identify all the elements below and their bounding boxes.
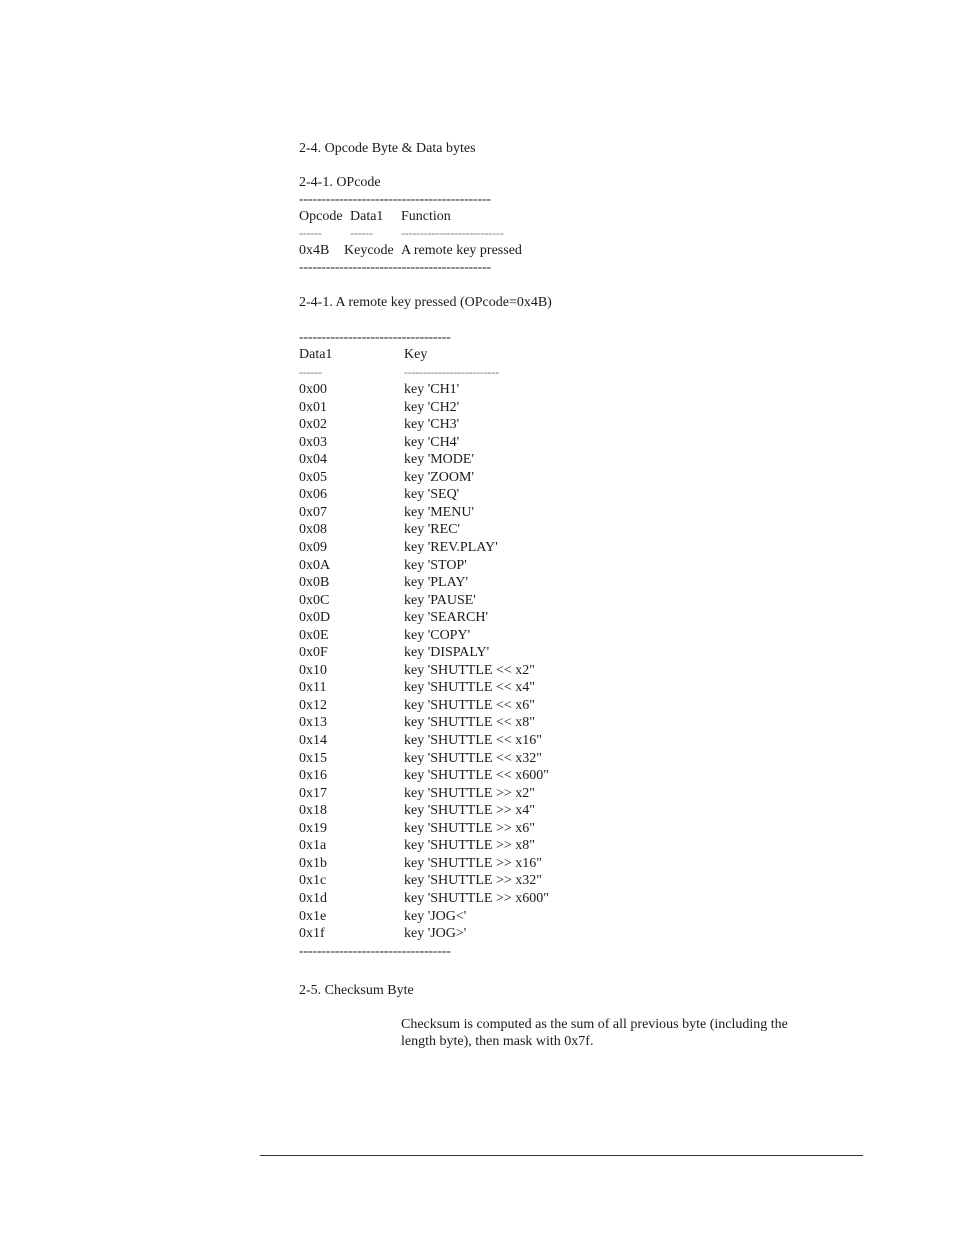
key-table-heading: 2-4-1. A remote key pressed (OPcode=0x4B) [299, 295, 552, 310]
opcode-table-heading: 2-4-1. OPcode [299, 175, 381, 190]
key-row-code: 0x1f [299, 926, 325, 942]
key-row-code: 0x13 [299, 715, 327, 731]
key-row-code: 0x15 [299, 750, 327, 766]
key-row-code: 0x1e [299, 908, 327, 924]
key-row-code: 0x17 [299, 785, 327, 801]
key-row-key: key 'MENU' [404, 504, 474, 520]
key-row-key: key 'SHUTTLE << x16" [404, 733, 542, 748]
key-row-code: 0x1c [299, 873, 327, 889]
checksum-paragraph: Checksum is computed as the sum of all previous byte (including the length byte), then mask with 0x7f. [401, 1017, 788, 1049]
key-row-key: key 'SEARCH' [404, 610, 488, 626]
key-row-code: 0x0F [299, 645, 328, 661]
key-row-code: 0x10 [299, 662, 327, 678]
opcode-row-opcode: 0x4B [299, 243, 330, 258]
key-row-key: key 'CH2' [404, 399, 460, 415]
checksum-heading: 2-5. Checksum Byte [299, 983, 414, 998]
key-header-key: Key [404, 347, 428, 362]
key-row-key: key 'JOG<' [404, 908, 467, 924]
key-row-code: 0x0D [299, 610, 331, 626]
key-row-code: 0x09 [299, 539, 327, 555]
key-row-code: 0x19 [299, 820, 327, 836]
key-table-rule-bottom: ---------------------------------- [299, 944, 451, 959]
key-row-key: key 'JOG>' [404, 926, 467, 942]
key-row-key: key 'SEQ' [404, 487, 460, 503]
opcode-subrule-opcode: ------ [299, 226, 322, 240]
key-row-code: 0x16 [299, 768, 327, 784]
key-row-key: key 'PAUSE' [404, 592, 476, 608]
section-heading: 2-4. Opcode Byte & Data bytes [299, 141, 476, 156]
opcode-row-data1: Keycode [344, 243, 394, 258]
key-row-code: 0x0B [299, 575, 330, 591]
key-table-rule-top: ---------------------------------- [299, 330, 451, 345]
key-header-data1: Data1 [299, 347, 333, 362]
key-row-code: 0x0A [299, 557, 331, 573]
key-row-key: key 'DISPALY' [404, 645, 490, 661]
key-row-key: key 'MODE' [404, 452, 474, 468]
opcode-table-rule-bottom: ------------------------------------------- [299, 260, 491, 275]
key-row-code: 0x04 [299, 452, 327, 468]
key-row-key: key 'SHUTTLE >> x32" [404, 873, 542, 889]
key-subrule-data1: ------ [299, 365, 322, 379]
key-row-key: key 'SHUTTLE << x6" [404, 697, 535, 713]
key-row-code: 0x01 [299, 399, 327, 415]
key-row-key: key 'SHUTTLE << x600" [404, 768, 549, 784]
opcode-table-rule-top: ------------------------------------------- [299, 192, 491, 207]
key-row-key: key 'SHUTTLE >> x4" [404, 803, 535, 819]
key-row-key: key 'REV.PLAY' [404, 539, 498, 555]
key-row-code: 0x1a [299, 838, 327, 854]
key-subrule-key: ------------------------- [404, 365, 499, 379]
key-row-code: 0x05 [299, 469, 327, 485]
key-row-key: key 'SHUTTLE << x2" [404, 662, 535, 678]
key-row-key: key 'SHUTTLE >> x6" [404, 820, 535, 836]
key-row-code: 0x1d [299, 890, 327, 906]
key-row-code: 0x06 [299, 487, 327, 503]
key-row-code: 0x03 [299, 434, 327, 450]
key-row-key: key 'CH1' [404, 382, 460, 397]
key-row-key: key 'SHUTTLE << x32" [404, 750, 542, 766]
key-row-code: 0x08 [299, 522, 327, 538]
footer-rule [260, 1155, 863, 1156]
key-row-code: 0x02 [299, 417, 327, 433]
opcode-subrule-function: --------------------------- [401, 226, 504, 240]
key-row-key: key 'SHUTTLE >> x16" [404, 855, 542, 871]
key-row-key: key 'PLAY' [404, 575, 469, 591]
opcode-header-data1: Data1 [350, 209, 384, 224]
key-row-code: 0x18 [299, 803, 327, 819]
key-row-key: key 'CH4' [404, 434, 460, 450]
key-row-code: 0x0E [299, 627, 329, 643]
key-row-key: key 'SHUTTLE >> x8" [404, 838, 535, 854]
key-row-key: key 'SHUTTLE >> x600" [404, 890, 549, 906]
key-row-key: key 'SHUTTLE << x8" [404, 715, 535, 731]
key-row-key: key 'SHUTTLE >> x2" [404, 785, 535, 801]
key-row-code: 0x14 [299, 733, 327, 748]
key-row-key: key 'ZOOM' [404, 469, 474, 485]
key-row-key: key 'COPY' [404, 627, 471, 643]
key-row-code: 0x1b [299, 855, 327, 871]
opcode-subrule-data1: ------ [350, 226, 373, 240]
key-row-code: 0x12 [299, 697, 327, 713]
key-row-code: 0x0C [299, 592, 330, 608]
key-row-code: 0x11 [299, 680, 327, 696]
opcode-header-opcode: Opcode [299, 209, 343, 224]
key-row-key: key 'STOP' [404, 557, 467, 573]
opcode-header-function: Function [401, 209, 451, 224]
key-row-code: 0x07 [299, 504, 327, 520]
opcode-row-function: A remote key pressed [401, 243, 522, 258]
key-row-key: key 'REC' [404, 522, 460, 538]
key-row-key: key 'SHUTTLE << x4" [404, 680, 535, 696]
key-row-code: 0x00 [299, 382, 327, 397]
key-row-key: key 'CH3' [404, 417, 460, 433]
